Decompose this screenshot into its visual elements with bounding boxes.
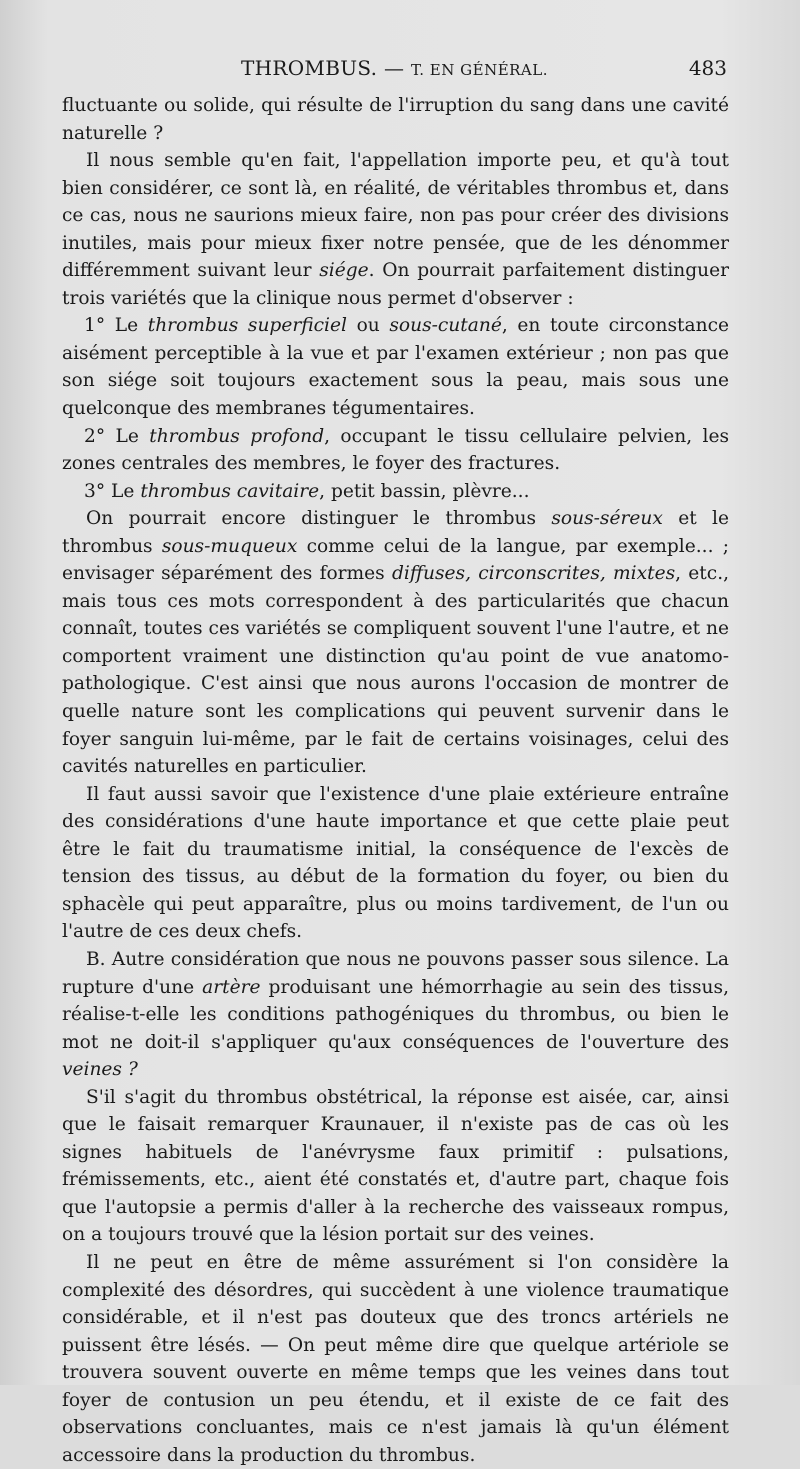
italic-term: thrombus cavitaire <box>140 480 320 502</box>
italic-term: veines ? <box>62 1059 138 1081</box>
running-title-sub: T. EN GÉNÉRAL. <box>410 61 548 79</box>
paragraph-continuation: fluctuante ou solide, qui résulte de l'irruption du sang dans une cavité naturelle ? <box>62 95 729 144</box>
italic-term: siége <box>319 260 369 282</box>
italic-term: sous-cutané <box>389 315 502 337</box>
body-text <box>62 92 729 1469</box>
running-title <box>62 56 727 80</box>
running-title-main: THROMBUS. <box>241 56 378 80</box>
text-segment: 3° Le <box>84 480 141 502</box>
italic-term: sous-muqueux <box>161 535 298 557</box>
text-segment: ou <box>346 315 390 337</box>
page-number: 483 <box>688 56 727 80</box>
text-segment: On pourrait encore distinguer le thrombus <box>86 508 552 530</box>
text-segment: produisant une hémorrhagie au sein des tissus, réalise-t-elle les conditions pathogéniques du thrombus, ou bien le mot ne doit-il s'appliquer qu'aux conséquences de l'ouverture des <box>62 976 729 1053</box>
text-segment: , en toute circonstance aisément perceptible à la vue et par l'examen extérieur ; non pas que son siége soit toujours exactement sous la peau, mais sous une quelconque des membranes tégumentaires. <box>62 315 729 420</box>
italic-term: artère <box>202 976 261 998</box>
text-segment: 2° Le <box>84 425 150 447</box>
text-segment: , occupant le tissu cellulaire pelvien, les zones centrales des membres, le foyer des fractures. <box>62 425 729 475</box>
italic-term: thrombus superficiel <box>147 315 347 337</box>
paragraph-artere <box>62 946 729 1084</box>
text-segment: comme celui de la langue, par exemple... ; envisager séparément des formes <box>62 535 729 585</box>
text-segment: 1° Le <box>84 315 148 337</box>
italic-term: thrombus profond <box>149 425 325 447</box>
paragraph-plaie: Il faut aussi savoir que l'existence d'une plaie extérieure entraîne des considérations d'une haute importance et que cette plaie peut être le fait du traumatisme initial, la conséquence de l'excès de tension des tissus, au début de la formation du foyer, ou bien du sphacèle qui peut apparaître, plus ou moins tardivement, de l'un ou l'autre de ces deux chefs. <box>62 783 729 943</box>
text-segment: Il nous semble qu'en fait, l'appellation importe peu, et qu'à tout bien considérer, ce sont là, en réalité, de véritables thrombus et, dans ce cas, nous ne saurions mieux faire, non pas pour créer des divisions inutiles, mais pour mieux fixer notre pensée, que de les dénommer différemment suivant leur <box>62 150 729 282</box>
paragraph-complexite: Il ne peut en être de même assurément si l'on considère la complexité des désordres, qui succèdent à une violence traumatique considérable, et il n'est pas douteux que des troncs artériels ne puissent être lésés. — On peut même dire que quelque artériole se trouvera souvent ouverte en même temps que les veines dans tout foyer de contusion un peu étendu, et il existe de ce fait des observations concluantes, mais ce n'est jamais là qu'un élément accessoire dans la production du thrombus. <box>62 1251 729 1466</box>
list-item-profond <box>62 423 729 478</box>
text-segment: et le thrombus <box>62 508 730 557</box>
list-item-cavitaire <box>62 478 729 506</box>
paragraph-obstetrical: S'il s'agit du thrombus obstétrical, la réponse est aisée, car, ainsi que le faisait remarquer Kraunauer, il n'existe pas de cas où les signes habituels de l'anévrysme faux primitif : pulsations, frémissements, etc., aient été constatés et, d'autre part, chaque fois que l'autopsie a permis d'aller à la recherche des vaisseaux rompus, on a toujours trouvé que la lésion portait sur des veines. <box>62 1086 729 1246</box>
paragraph-appellation <box>62 147 729 312</box>
text-segment: , petit bassin, plèvre... <box>319 480 530 502</box>
text-segment: , etc., mais tous ces mots correspondent à des particularités que chacun connaît, toutes ces variétés se compliquent souvent l'une l'autre, et ne comportent vraiment une distinction qu'au point de vue anatomo-pathologique. C'est ainsi que nous aurons l'occasion de montrer de quelle nature sont les complications qui peuvent survenir dans le foyer sanguin lui-même, par le fait de certains voisinages, celui des cavités naturelles en particulier. <box>62 563 730 778</box>
running-title-dash: — <box>377 56 411 80</box>
list-item-superficiel <box>62 312 729 422</box>
running-header <box>62 56 727 84</box>
text-segment: B. Autre considération que nous ne pouvons passer sous silence. La rupture d'une <box>62 948 729 998</box>
paragraph-other-varieties <box>62 505 729 780</box>
italic-term: diffuses, circonscrites, mixtes <box>391 563 676 585</box>
italic-term: sous-séreux <box>551 508 663 530</box>
text-segment: . On pourrait parfaitement distinguer trois variétés que la clinique nous permet d'observer : <box>62 260 730 309</box>
